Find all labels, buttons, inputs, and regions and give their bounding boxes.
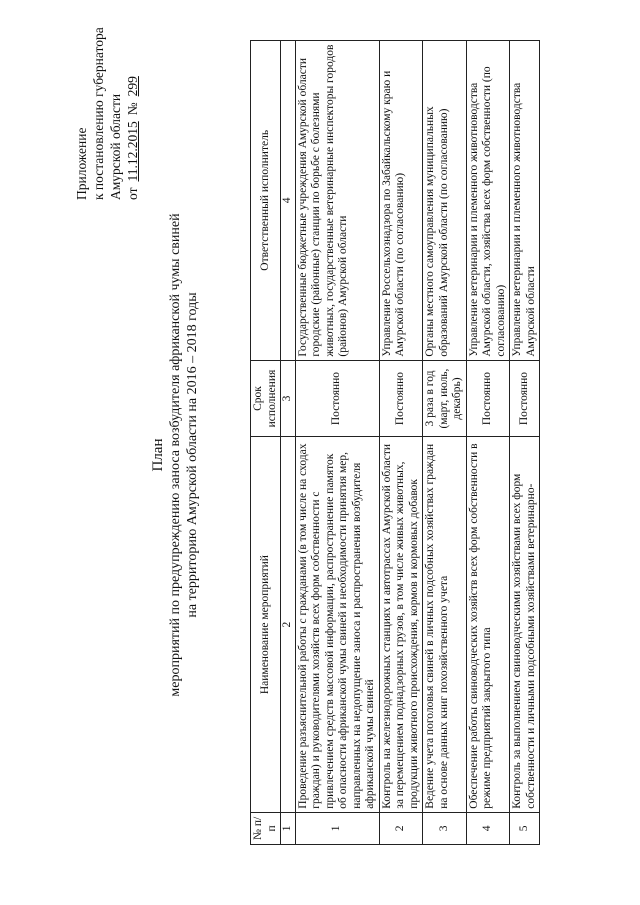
row-term: Постоянно [295,360,379,437]
header-responsible: Ответственный исполнитель [251,41,281,361]
col-number: 1 [281,812,296,844]
row-responsible: Государственные бюджетные учреждения Амурской области городские (районные) станции по борьбе с болезнями животных, государственные ветеринарные инспекторы городов (районов) Амурской области [295,41,379,361]
row-responsible: Управление Россельхознадзора по Забайкальскому краю и Амурской области (по согласованию) [379,41,423,361]
row-responsible: Управление ветеринарии и племенного животноводства Амурской области, хозяйства всех форм собственности (по согласованию) [466,41,510,361]
table-row [423,41,467,845]
row-responsible: Управление ветеринарии и племенного животноводства Амурской области [510,41,540,361]
appendix-date-line [124,27,141,200]
row-num: 1 [295,812,379,844]
col-number: 3 [281,360,296,437]
appendix-line-3: Амурской области [108,93,123,200]
title-heading: План [150,438,166,472]
header-term: Срок исполнения [251,360,281,437]
col-number: 2 [281,437,296,812]
row-name: Контроль на железнодорожных станциях и автотрассах Амурской области за перемещением поднадзорных грузов, в том числе живых животных, продукции животного происхождения, кормов и кормовых добавок [379,437,423,812]
header-row [251,41,281,845]
document-title [150,175,201,735]
row-responsible: Органы местного самоуправления муниципальных образований Амурской области (по согласованию) [423,41,467,361]
row-term: Постоянно [510,360,540,437]
table-row [295,41,379,845]
decree-date: 11.12.2015 [125,121,140,182]
date-prefix: от [125,187,140,200]
row-num: 2 [379,812,423,844]
appendix-block [73,27,141,200]
table-row [466,41,510,845]
row-name: Контроль за выполнением свиноводческими хозяйствами всех форм собственности и личными подсобными хозяйствами ветеринарно- [510,437,540,812]
title-line-2: на территорию Амурской области на 2016 – 2018 годы [185,292,200,618]
row-term: 3 раза в год (март, июль, декабрь) [423,360,467,437]
plan-table [250,40,540,845]
table-row [379,41,423,845]
row-name: Обеспечение работы свиноводческих хозяйств всех форм собственности в режиме предприятий закрытого типа [466,437,510,812]
row-num: 5 [510,812,540,844]
row-num: 4 [466,812,510,844]
table-row [510,41,540,845]
row-name: Ведение учета поголовья свиней в личных подсобных хозяйствах граждан на основе данных книг похозяйственного учета [423,437,467,812]
row-term: Постоянно [379,360,423,437]
row-term: Постоянно [466,360,510,437]
number-label: № [125,102,140,116]
header-num: № п/п [251,812,281,844]
header-name: Наименование мероприятий [251,437,281,812]
decree-number: 299 [125,76,140,97]
col-number: 4 [281,41,296,361]
title-line-1: мероприятий по предупреждению заноса возбудителя африканской чумы свиней [168,213,183,697]
appendix-line-1: Приложение [74,127,89,200]
row-name: Проведение разъяснительной работы с гражданами (в том числе на сходах граждан) и руководителями хозяйств всех форм собственности с привлечением средств массовой информации, распространение памяток об опасности африканской чумы свиней и необходимости принятия мер, направленных на недопущение заноса и распространения возбудителя африканской чумы свиней [295,437,379,812]
column-number-row [281,41,296,845]
row-num: 3 [423,812,467,844]
appendix-line-2: к постановлению губернатора [91,27,106,200]
